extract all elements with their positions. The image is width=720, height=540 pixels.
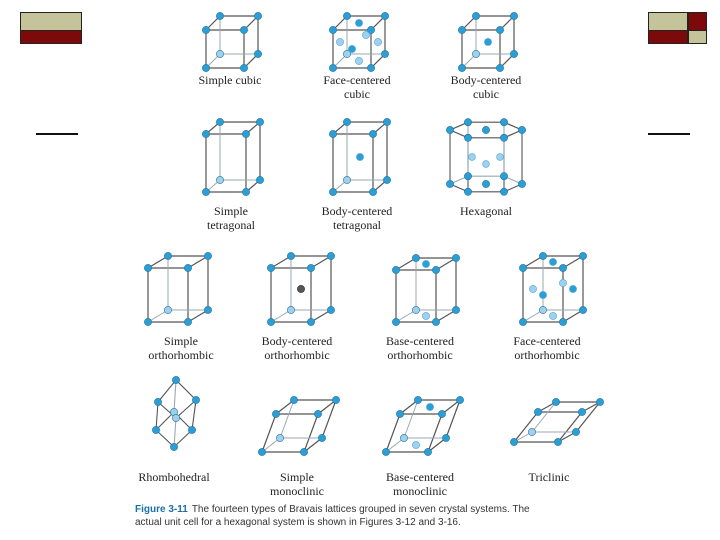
atom: [510, 12, 517, 19]
atom: [484, 38, 491, 45]
atom: [534, 408, 541, 415]
atom: [392, 266, 399, 273]
atom: [472, 12, 479, 19]
atom: [272, 410, 279, 417]
atom: [414, 396, 421, 403]
atom: [469, 154, 476, 161]
atom: [458, 64, 465, 71]
atom: [569, 285, 576, 292]
atom: [276, 434, 283, 441]
caption-body-centered-tetragonal: Body-centered tetragonal: [321, 204, 393, 232]
atom: [329, 188, 336, 195]
atom: [596, 398, 603, 405]
caption-triclinic: Triclinic: [528, 470, 570, 484]
atom: [426, 403, 433, 410]
atom: [287, 306, 294, 313]
atom: [242, 188, 249, 195]
caption-rhombohedral: Rhombohedral: [138, 470, 210, 484]
caption-body-centered-orthorhombic: Body-centered orthorhombic: [261, 334, 333, 362]
figure-caption-line-2: actual unit cell for a hexagonal system is shown in Figures 3-12 and 3-16.: [135, 517, 461, 528]
atom: [267, 264, 274, 271]
figure-caption-line-1: The fourteen types of Bravais lattices grouped in seven crystal systems. The: [191, 504, 530, 515]
simple-monoclinic-lattice: [258, 396, 339, 455]
atom: [369, 130, 376, 137]
atom: [258, 448, 265, 455]
atom: [412, 441, 419, 448]
atom: [438, 410, 445, 417]
atom: [518, 180, 525, 187]
atom: [554, 438, 561, 445]
atom: [336, 38, 343, 45]
atom: [192, 396, 199, 403]
atom: [579, 306, 586, 313]
atom: [519, 264, 526, 271]
atom: [422, 260, 429, 267]
simple-cubic-lattice: [202, 12, 261, 71]
atom: [464, 188, 471, 195]
atom: [287, 252, 294, 259]
simple-tetragonal-lattice: [202, 118, 263, 195]
atom: [172, 376, 179, 383]
atom: [362, 31, 369, 38]
atom: [432, 266, 439, 273]
atom: [579, 252, 586, 259]
atom: [164, 306, 171, 313]
caption-base-centered-orthorhombic: Base-centered orthorhombic: [386, 334, 454, 362]
atom: [327, 252, 334, 259]
atom: [496, 64, 503, 71]
atom: [343, 176, 350, 183]
atom: [552, 398, 559, 405]
caption-simple-orthorhombic: Simple orthorhombic: [148, 334, 214, 362]
atom: [572, 428, 579, 435]
atom: [456, 396, 463, 403]
atom: [256, 118, 263, 125]
base-centered-orthorhombic-lattice: [392, 254, 459, 325]
figure-label: Figure 3-11: [135, 504, 188, 515]
atom: [452, 254, 459, 261]
face-centered-cubic-lattice: [329, 12, 388, 71]
atom: [381, 12, 388, 19]
atom: [432, 318, 439, 325]
atom: [483, 161, 490, 168]
atom: [539, 306, 546, 313]
caption-simple-monoclinic: Simple monoclinic: [270, 470, 324, 498]
atom: [472, 50, 479, 57]
caption-simple-tetragonal: Simple tetragonal: [207, 204, 255, 232]
simple-orthorhombic-lattice: [144, 252, 211, 325]
atom: [442, 434, 449, 441]
atom: [482, 126, 489, 133]
atom: [424, 448, 431, 455]
atom: [500, 119, 507, 126]
caption-base-centered-monoclinic: Base-centered monoclinic: [386, 470, 454, 498]
atom: [400, 434, 407, 441]
atom: [422, 312, 429, 319]
atom: [356, 153, 363, 160]
atom: [290, 396, 297, 403]
atom: [464, 173, 471, 180]
atom: [500, 188, 507, 195]
atom: [242, 130, 249, 137]
atom: [154, 398, 161, 405]
atom: [202, 26, 209, 33]
atom: [559, 318, 566, 325]
caption-face-centered-orthorhombic: Face-centered orthorhombic: [513, 334, 581, 362]
atom: [549, 312, 556, 319]
face-centered-orthorhombic-lattice: [519, 252, 586, 325]
atom: [396, 410, 403, 417]
atom: [383, 118, 390, 125]
atom: [539, 291, 546, 298]
atom: [539, 252, 546, 259]
base-centered-monoclinic-lattice: [382, 396, 463, 455]
atom: [307, 318, 314, 325]
atom: [529, 285, 536, 292]
atom: [510, 438, 517, 445]
atom: [216, 118, 223, 125]
atom: [307, 264, 314, 271]
atom: [216, 176, 223, 183]
atom: [496, 26, 503, 33]
atom: [343, 12, 350, 19]
atom: [202, 188, 209, 195]
body-centered-orthorhombic-lattice: [267, 252, 334, 325]
atom: [458, 26, 465, 33]
atom: [382, 448, 389, 455]
atom: [464, 134, 471, 141]
atom: [500, 173, 507, 180]
atom: [184, 318, 191, 325]
atom: [446, 126, 453, 133]
atom: [240, 26, 247, 33]
atom: [510, 50, 517, 57]
atom: [392, 318, 399, 325]
atom: [216, 12, 223, 19]
atom: [355, 19, 362, 26]
atom: [216, 50, 223, 57]
atom: [412, 306, 419, 313]
atom: [144, 264, 151, 271]
atom: [381, 50, 388, 57]
atom: [348, 45, 355, 52]
atom: [383, 176, 390, 183]
body-centered-cubic-lattice: [458, 12, 517, 71]
atom: [188, 426, 195, 433]
atom: [240, 64, 247, 71]
atom: [518, 126, 525, 133]
atom: [254, 12, 261, 19]
caption-face-centered-cubic: Face-centered cubic: [323, 73, 391, 101]
atom: [464, 119, 471, 126]
atom: [528, 428, 535, 435]
atom: [343, 118, 350, 125]
caption-simple-cubic: Simple cubic: [198, 73, 262, 87]
atom: [267, 318, 274, 325]
atom: [254, 50, 261, 57]
atom: [559, 264, 566, 271]
atom: [519, 318, 526, 325]
atom: [500, 134, 507, 141]
figure-caption: [135, 503, 585, 529]
hexagonal-lattice: [446, 119, 525, 196]
rhombohedral-lattice: [152, 376, 199, 450]
atom: [482, 180, 489, 187]
atom: [329, 130, 336, 137]
atom: [559, 279, 566, 286]
atom: [172, 414, 179, 421]
atom: [170, 443, 177, 450]
atom: [332, 396, 339, 403]
atom: [327, 306, 334, 313]
atom: [446, 180, 453, 187]
atom: [300, 448, 307, 455]
atom: [497, 154, 504, 161]
atom: [184, 264, 191, 271]
atom: [144, 318, 151, 325]
atom: [452, 306, 459, 313]
atom: [256, 176, 263, 183]
caption-body-centered-cubic: Body-centered cubic: [450, 73, 522, 101]
atom: [578, 408, 585, 415]
atom: [367, 64, 374, 71]
triclinic-lattice: [510, 398, 603, 445]
atom: [204, 306, 211, 313]
atom: [297, 285, 304, 292]
atom: [329, 64, 336, 71]
atom: [374, 38, 381, 45]
atom: [314, 410, 321, 417]
atom: [204, 252, 211, 259]
body-centered-tetragonal-lattice: [329, 118, 390, 195]
atom: [369, 188, 376, 195]
atom: [202, 64, 209, 71]
atom: [152, 426, 159, 433]
atom: [318, 434, 325, 441]
atom: [412, 254, 419, 261]
caption-hexagonal: Hexagonal: [460, 204, 512, 218]
atom: [355, 57, 362, 64]
atom: [329, 26, 336, 33]
atom: [549, 258, 556, 265]
atom: [202, 130, 209, 137]
atom: [164, 252, 171, 259]
